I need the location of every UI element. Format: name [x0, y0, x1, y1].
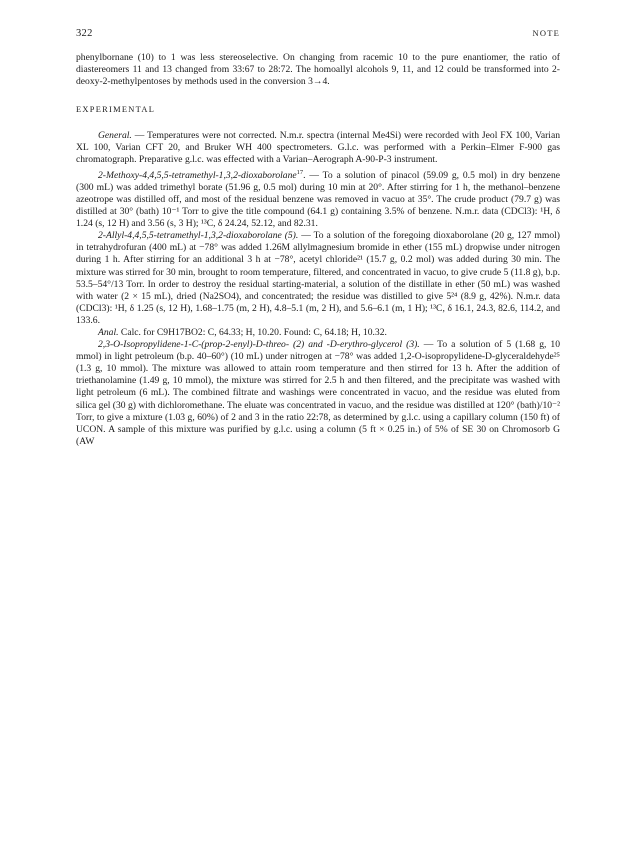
methoxy-text: . — To a solution of pinacol (59.09 g, 0.5 mol) in dry benzene (300 mL) was added trimethyl borate (51.96 g, 0.5 mol) during 10 min at 20°. After stirring for 1 h, the methanol–benzene azeotrope was distilled off, and most of the residual benzene was removed in vacuo at 35°. The crude product (79.7 g) was distilled at 30° (bath) 10⁻¹ Torr to give the title compound (64.1 g) containing 3.5% of benzene. N.m.r. data (CDCl3): ¹H, δ 1.24 (s, 12 H) and 3.56 (s, 3 H); ¹³C, δ 24.24, 52.12, and 82.31. [76, 169, 560, 230]
paragraph-isopropylidene-glycerol [76, 339, 560, 448]
general-text: — Temperatures were not corrected. N.m.r. spectra (internal Me4Si) were recorded with Jeol FX 100, Varian XL 100, Varian CFT 20, and Bruker WH 400 spectrometers. G.l.c. was performed with a Perkin–Elmer F-900 gas chromatograph. Preparative g.l.c. was effected with a Varian–Aerograph A-90-P-3 instrument. [76, 130, 560, 166]
isopropylidene-text: — To a solution of 5 (1.68 g, 10 mmol) in light petroleum (b.p. 40–60°) (10 mL) under nitrogen at −78° was added 1,2-O-isopropylidene-D-glyceraldehyde²⁵ (1.3 g, 10 mmol). The mixture was allowed to attain room temperature and then stirred for 13 h. After the addition of triethanolamine (1.49 g, 10 mmol), the mixture was stirred for 2.5 h and then filtered, and the precipitate was washed with light petroleum (6 mL). The combined filtrate and washings were concentrated in vacuo, and the residue was eluted from silica gel (30 g) with dichloromethane. The eluate was concentrated in vacuo, and the residue was distilled at 120° (bath)/10⁻² Torr, to give a mixture (1.03 g, 60%) of 2 and 3 in the ratio 22:78, as determined by g.l.c. using a capillary column (150 ft) of UCON. A sample of this mixture was purified by g.l.c. using a column (5 ft × 0.25 in.) of 5% of SE 30 on Chromosorb G (AW [76, 339, 560, 447]
body-text [76, 52, 560, 448]
general-heading: General. [98, 130, 132, 142]
paragraph-methoxy-dioxaborolane [76, 167, 560, 231]
page-number: 322 [76, 28, 93, 39]
isopropylidene-heading: 2,3-O-Isopropylidene-1-C-(prop-2-enyl)-D-threo- (2) and -D-erythro-glycerol (3). [98, 339, 420, 351]
running-head: NOTE [532, 28, 560, 38]
methoxy-heading: 2-Methoxy-4,4,5,5-tetramethyl-1,3,2-dioxaborolane [98, 169, 297, 181]
paragraph-analysis [76, 327, 560, 339]
paragraph-allyl-dioxaborolane [76, 230, 560, 327]
anal-heading: Anal. [98, 326, 119, 338]
section-title-experimental: EXPERIMENTAL [76, 105, 156, 115]
page-header [76, 28, 560, 42]
methoxy-reference: 17 [296, 168, 304, 176]
intro-paragraph: phenylbornane (10) to 1 was less stereoselective. On changing from racemic 10 to the pure enantiomer, the ratio of diastereomers 11 and 13 changed from 33:67 to 28:72. The homoallyl alcohols 9, 11, and 12 could be transformed into 2-deoxy-2-methylpentoses by methods used in the conversion 3→4. [76, 52, 560, 88]
allyl-heading: 2-Allyl-4,4,5,5-tetramethyl-1,3,2-dioxaborolane (5). [98, 230, 299, 242]
anal-text: Calc. for C9H17BO2: C, 64.33; H, 10.20. Found: C, 64.18; H, 10.32. [118, 326, 387, 338]
paragraph-general [76, 130, 560, 166]
allyl-text: — To a solution of the foregoing dioxaborolane (20 g, 127 mmol) in tetrahydrofuran (400 mL) at −78° was added 1.26M allylmagnesium bromide in ether (155 mL) dropwise under nitrogen during 1 h. After stirring for an additional 3 h at −78°, acetyl chloride²¹ (15.7 g, 0.2 mol) was added during 30 min. The mixture was stirred for 30 min, brought to room temperature, filtered, and concentrated in vacuo, to give crude 5 (11.8 g), b.p. 53.5–54°/13 Torr. In order to destroy the residual starting-material, a solution of the distillate in ether (50 mL) was washed with water (2 × 15 mL), dried (Na2SO4), and concentrated; the residue was distilled to give 5²⁴ (8.9 g, 42%). N.m.r. data (CDCl3): ¹H, δ 1.25 (s, 12 H), 1.68–1.75 (m, 2 H), 4.8–5.1 (m, 2 H), and 5.6–6.1 (m, 1 H); ¹³C, δ 16.1, 24.3, 82.6, 114.2, and 133.6. [76, 230, 560, 326]
